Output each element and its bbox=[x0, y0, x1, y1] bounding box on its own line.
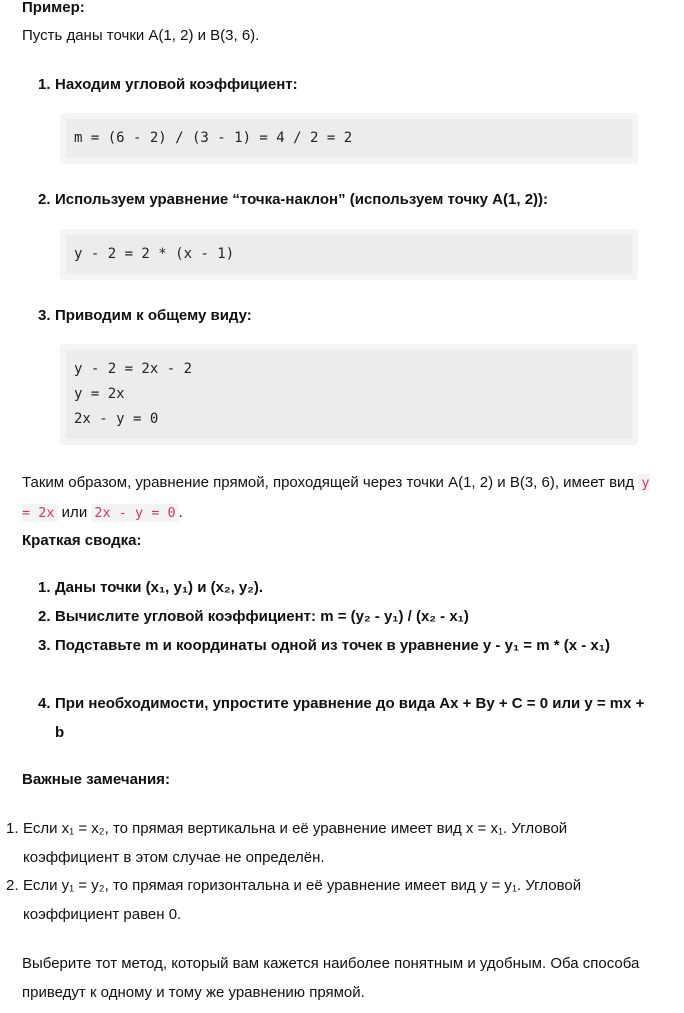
item-text: Если y₁ = y₂, то прямая горизонтальна и её уравнение имеет вид y = y₁. Угловой коэффициент равен 0. bbox=[23, 877, 582, 923]
code-line: y - 2 = 2x - 2 bbox=[74, 361, 193, 377]
item-text: Подставьте m и координаты одной из точек в уравнение y - y₁ = m * (x - x₁) bbox=[55, 637, 610, 654]
step-2 bbox=[38, 185, 654, 214]
step-title: Находим угловой коэффициент: bbox=[55, 76, 298, 93]
conclusion-part: или bbox=[57, 504, 92, 521]
step-number: 1. bbox=[38, 76, 51, 93]
step-3 bbox=[38, 301, 654, 330]
item-number: 2. bbox=[6, 877, 19, 894]
code-block-point-slope bbox=[60, 229, 638, 280]
code-line: m = (6 - 2) / (3 - 1) = 4 / 2 = 2 bbox=[74, 130, 353, 146]
conclusion-part: Таким образом, уравнение прямой, проходящей через точки A(1, 2) и B(3, 6), имеет вид bbox=[22, 474, 639, 491]
item-text: При необходимости, упростите уравнение до вида Ax + By + C = 0 или y = mx + b bbox=[55, 695, 645, 741]
summary-item bbox=[38, 573, 654, 602]
code-line: y = 2x bbox=[74, 386, 125, 402]
summary-heading: Краткая сводка: bbox=[22, 532, 142, 549]
step-title: Используем уравнение “точка-наклон” (используем точку A(1, 2)): bbox=[55, 191, 549, 208]
code-line: y - 2 = 2 * (x - 1) bbox=[74, 246, 235, 262]
step-number: 3. bbox=[38, 307, 51, 324]
intro-text: Пусть даны точки A(1, 2) и B(3, 6). bbox=[22, 27, 260, 44]
item-number: 1. bbox=[6, 820, 19, 837]
inline-code: y = 2x bbox=[22, 475, 650, 521]
step-number: 2. bbox=[38, 191, 51, 208]
step-1 bbox=[38, 70, 654, 99]
closing-text: Выберите тот метод, который вам кажется наиболее понятным и удобным. Оба способа приведут к одному и тому же уравнению прямой. bbox=[22, 955, 640, 1001]
inline-code: 2x - y = 0 bbox=[91, 504, 178, 522]
code-line: 2x - y = 0 bbox=[74, 411, 159, 427]
conclusion-part: . bbox=[178, 504, 183, 521]
code-block-general-form bbox=[60, 344, 638, 445]
notes-heading: Важные замечания: bbox=[22, 771, 170, 788]
item-number: 1. bbox=[38, 579, 51, 596]
code-block-slope bbox=[60, 113, 638, 164]
step-title: Приводим к общему виду: bbox=[55, 307, 252, 324]
conclusion-text bbox=[22, 468, 654, 528]
item-text: Даны точки (x₁, y₁) и (x₂, y₂). bbox=[55, 579, 264, 596]
item-text: Если x₁ = x₂, то прямая вертикальна и её уравнение имеет вид x = x₁. Угловой коэффициент в этом случае не определён. bbox=[23, 820, 568, 866]
item-number: 4. bbox=[38, 695, 51, 712]
note-item bbox=[6, 871, 644, 929]
note-item bbox=[6, 814, 644, 872]
summary-item bbox=[38, 602, 654, 631]
summary-item bbox=[38, 631, 648, 660]
example-heading: Пример: bbox=[22, 0, 85, 16]
summary-item bbox=[38, 689, 648, 747]
item-text: Вычислите угловой коэффициент: m = (y₂ - y₁) / (x₂ - x₁) bbox=[55, 608, 469, 625]
item-number: 3. bbox=[38, 637, 51, 654]
item-number: 2. bbox=[38, 608, 51, 625]
